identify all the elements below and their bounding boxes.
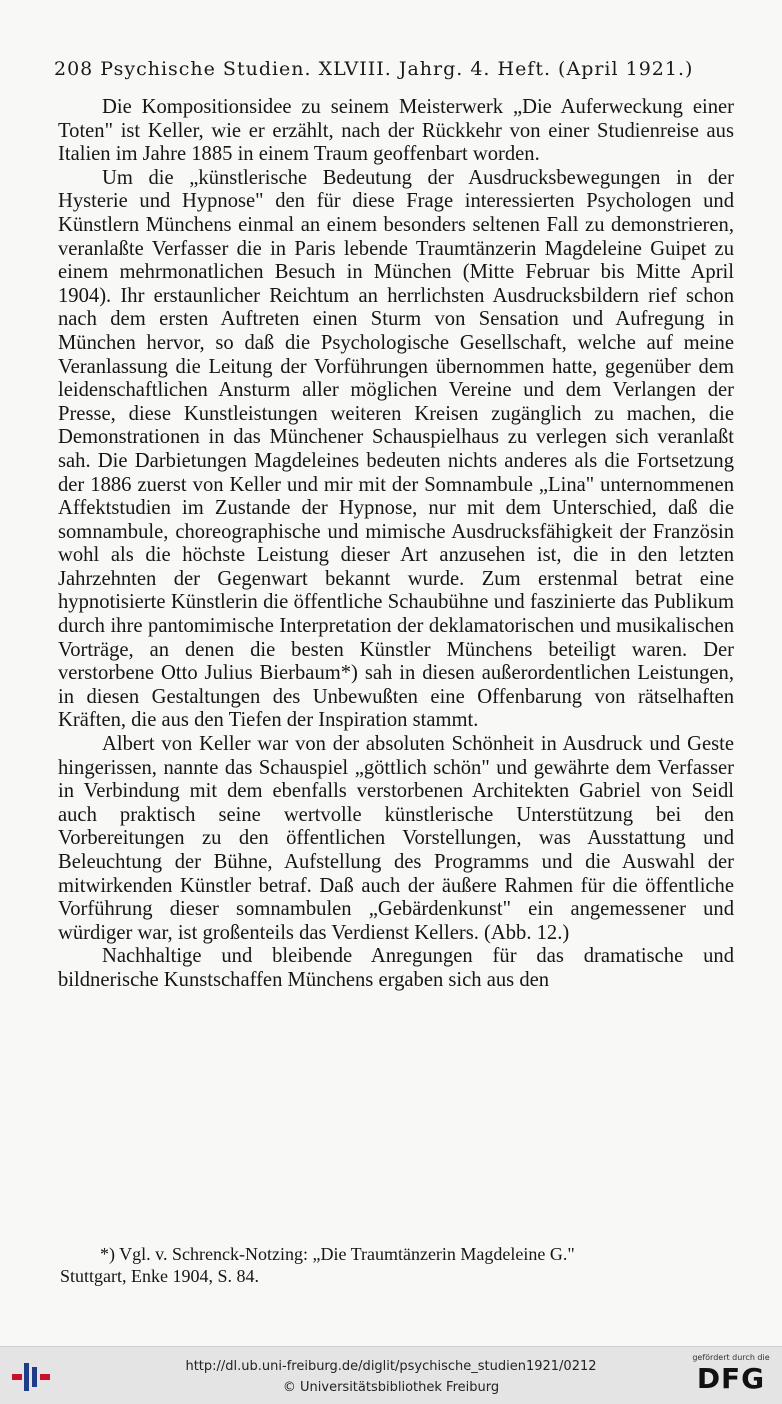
copyright-notice: © Universitätsbibliothek Freiburg xyxy=(282,1380,500,1395)
dfg-caption: gefördert durch die xyxy=(692,1353,770,1362)
paragraph: Die Kompositionsidee zu seinem Meisterwerk „Die Auferweckung einer Toten" ist Keller, wie er erzählt, nach der Rückkehr von einer Studienreise aus Italien im Jahre 1885 in einem Traum geoffenbart worden. xyxy=(58,96,734,166)
dfg-logo xyxy=(690,1353,772,1399)
footnote-line: Stuttgart, Enke 1904, S. 84. xyxy=(60,1266,259,1286)
running-header: 208 Psychische Studien. XLVIII. Jahrg. 4. Heft. (April 1921.) xyxy=(54,58,694,80)
body-text xyxy=(58,96,734,993)
paragraph: Um die „künstlerische Bedeutung der Ausdrucksbewegungen in der Hysterie und Hypnose" den für diese Frage interessierten Psychologen und Künstlern Münchens einmal an einem besonders seltenen Fall zu demonstrieren, veranlaßte Verfasser die in Paris lebende Traumtänzerin Magdeleine Guipet zu einem mehrmonatlichen Besuch in München (Mitte Februar bis Mitte April 1904). Ihr erstaunlicher Reichtum an herrlichsten Ausdrucksbildern rief schon nach dem ersten Auftreten einen Sturm von Sensation und Aufregung in München hervor, so daß die Psychologische Gesellschaft, welche auf meine Veranlassung die Leitung der Vorführungen übernommen hatte, gegenüber dem leidenschaftlichen Ansturm aller möglichen Vereine und dem Verlangen der Presse, diese Kunstleistungen weiteren Kreisen zugänglich zu machen, die Demonstrationen in das Münchener Schauspielhaus zu verlegen sich veranlaßt sah. Die Darbietungen Magdeleines bedeuten nichts anderes als die Fortsetzung der 1886 zuerst von Keller und mir mit der Somnambule „Lina" unternommenen Affektstudien im Zustande der Hypnose, nur mit dem Unterschied, daß die somnambule, choreographische und mimische Ausdrucksfähigkeit der Französin wohl als die höchste Leistung dieser Art anzusehen ist, die in den letzten Jahrzehnten der Gegenwart bekannt wurde. Zum erstenmal betrat eine hypnotisierte Künstlerin die öffentliche Schaubühne und faszinierte das Publikum durch ihre pantomimische Interpretation der deklamatorischen und musikalischen Vorträge, an denen die besten Künstler Münchens beteiligt waren. Der verstorbene Otto Julius Bierbaum*) sah in diesen außerordentlichen Leistungen, in diesen Gestaltungen des Unbewußten eine Offenbarung von rätselhaften Kräften, die aus den Tiefen der Inspiration stammt. xyxy=(58,166,734,732)
footnote xyxy=(60,1243,730,1287)
viewer-footer xyxy=(0,1346,782,1404)
paragraph: Albert von Keller war von der absoluten Schönheit in Ausdruck und Geste hingerissen, nannte das Schauspiel „göttlich schön" und gewährte dem Verfasser in Verbindung mit dem ebenfalls verstorbenen Architekten Gabriel von Seidl auch praktisch seine wertvolle künstlerische Unterstützung bei den Vorbereitungen zu den öffentlichen Vorstellungen, was Ausstattung und Beleuchtung der Bühne, Aufstellung des Programms und die Auswahl der mitwirkenden Künstler betraf. Daß auch der äußere Rahmen für die öffentliche Vorführung dieser somnambulen „Gebärdenkunst" ein angemessener und würdiger war, ist großenteils das Verdienst Kellers. (Abb. 12.) xyxy=(58,733,734,944)
document-url-link[interactable]: http://dl.ub.uni-freiburg.de/diglit/psychische_studien1921/0212 xyxy=(185,1359,597,1374)
paragraph: Nachhaltige und bleibende Anregungen für das dramatische und bildnerische Kunstschaffen Münchens ergaben sich aus den xyxy=(58,945,734,991)
footnote-line: *) Vgl. v. Schrenck-Notzing: „Die Traumtänzerin Magdeleine G." xyxy=(100,1244,575,1264)
dfg-wordmark: DFG xyxy=(696,1362,766,1395)
